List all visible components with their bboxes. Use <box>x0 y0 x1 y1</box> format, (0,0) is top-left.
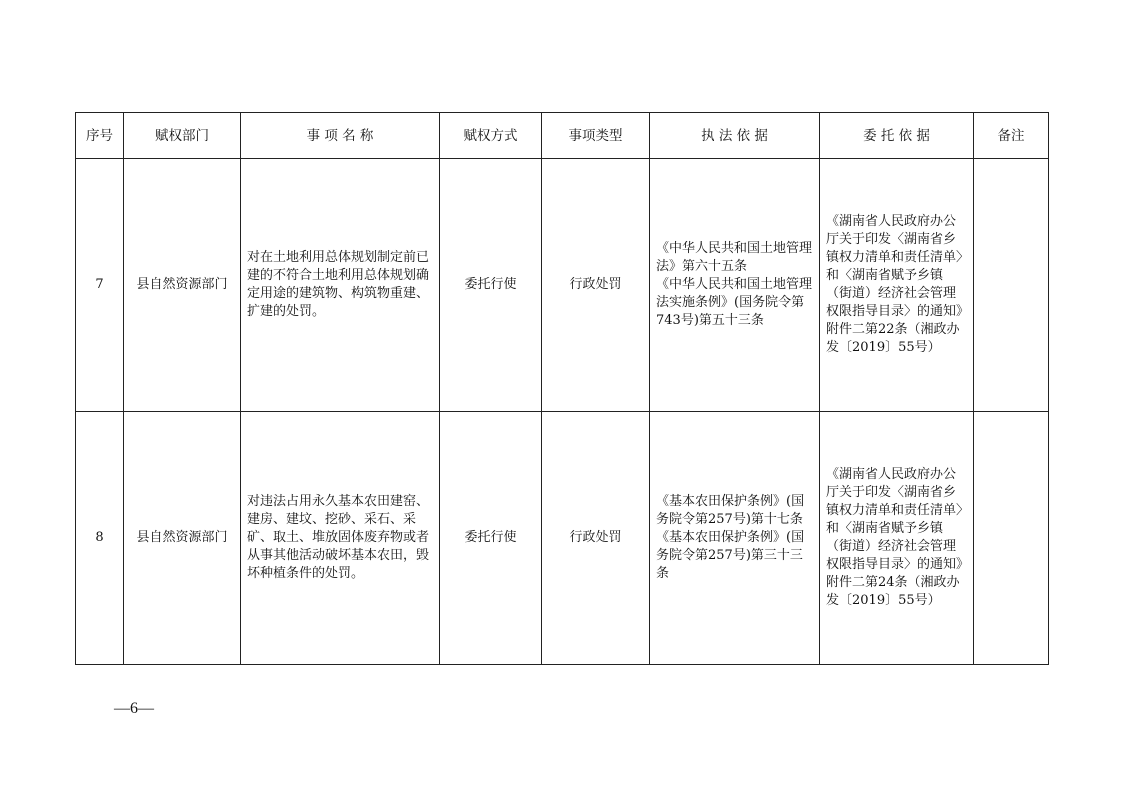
header-law: 执 法 依 据 <box>650 113 820 159</box>
cell-law: 《基本农田保护条例》(国务院令第257号)第十七条 《基本农田保护条例》(国务院令第257号)第三十三条 <box>650 412 820 665</box>
cell-dept: 县自然资源部门 <box>124 412 241 665</box>
header-entrust: 委 托 依 据 <box>820 113 974 159</box>
cell-type: 行政处罚 <box>542 412 650 665</box>
page-number: —6— <box>114 700 154 717</box>
header-index: 序号 <box>76 113 124 159</box>
header-type: 事项类型 <box>542 113 650 159</box>
cell-law: 《中华人民共和国土地管理法》第六十五条 《中华人民共和国土地管理法实施条例》(国务院令第743号)第五十三条 <box>650 159 820 412</box>
cell-type: 行政处罚 <box>542 159 650 412</box>
cell-dept: 县自然资源部门 <box>124 159 241 412</box>
cell-mode: 委托行使 <box>440 159 542 412</box>
cell-index: 8 <box>76 412 124 665</box>
cell-index: 7 <box>76 159 124 412</box>
cell-entrust: 《湖南省人民政府办公厅关于印发〈湖南省乡镇权力清单和责任清单〉和〈湖南省赋予乡镇（街道）经济社会管理权限指导目录〉的通知》附件二第24条（湘政办发〔2019〕55号） <box>820 412 974 665</box>
table-row <box>76 159 1049 412</box>
header-row <box>76 113 1049 159</box>
cell-entrust: 《湖南省人民政府办公厅关于印发〈湖南省乡镇权力清单和责任清单〉和〈湖南省赋予乡镇（街道）经济社会管理权限指导目录〉的通知》附件二第22条（湘政办发〔2019〕55号） <box>820 159 974 412</box>
authority-table <box>75 112 1049 665</box>
cell-note <box>974 412 1049 665</box>
cell-name: 对在土地利用总体规划制定前已建的不符合土地利用总体规划确定用途的建筑物、构筑物重建、扩建的处罚。 <box>241 159 440 412</box>
cell-note <box>974 159 1049 412</box>
header-mode: 赋权方式 <box>440 113 542 159</box>
table-row <box>76 412 1049 665</box>
header-note: 备注 <box>974 113 1049 159</box>
header-dept: 赋权部门 <box>124 113 241 159</box>
header-name: 事 项 名 称 <box>241 113 440 159</box>
cell-mode: 委托行使 <box>440 412 542 665</box>
cell-name: 对违法占用永久基本农田建窑、建房、建坟、挖砂、采石、采矿、取土、堆放固体废弃物或者从事其他活动破坏基本农田，毁坏种植条件的处罚。 <box>241 412 440 665</box>
